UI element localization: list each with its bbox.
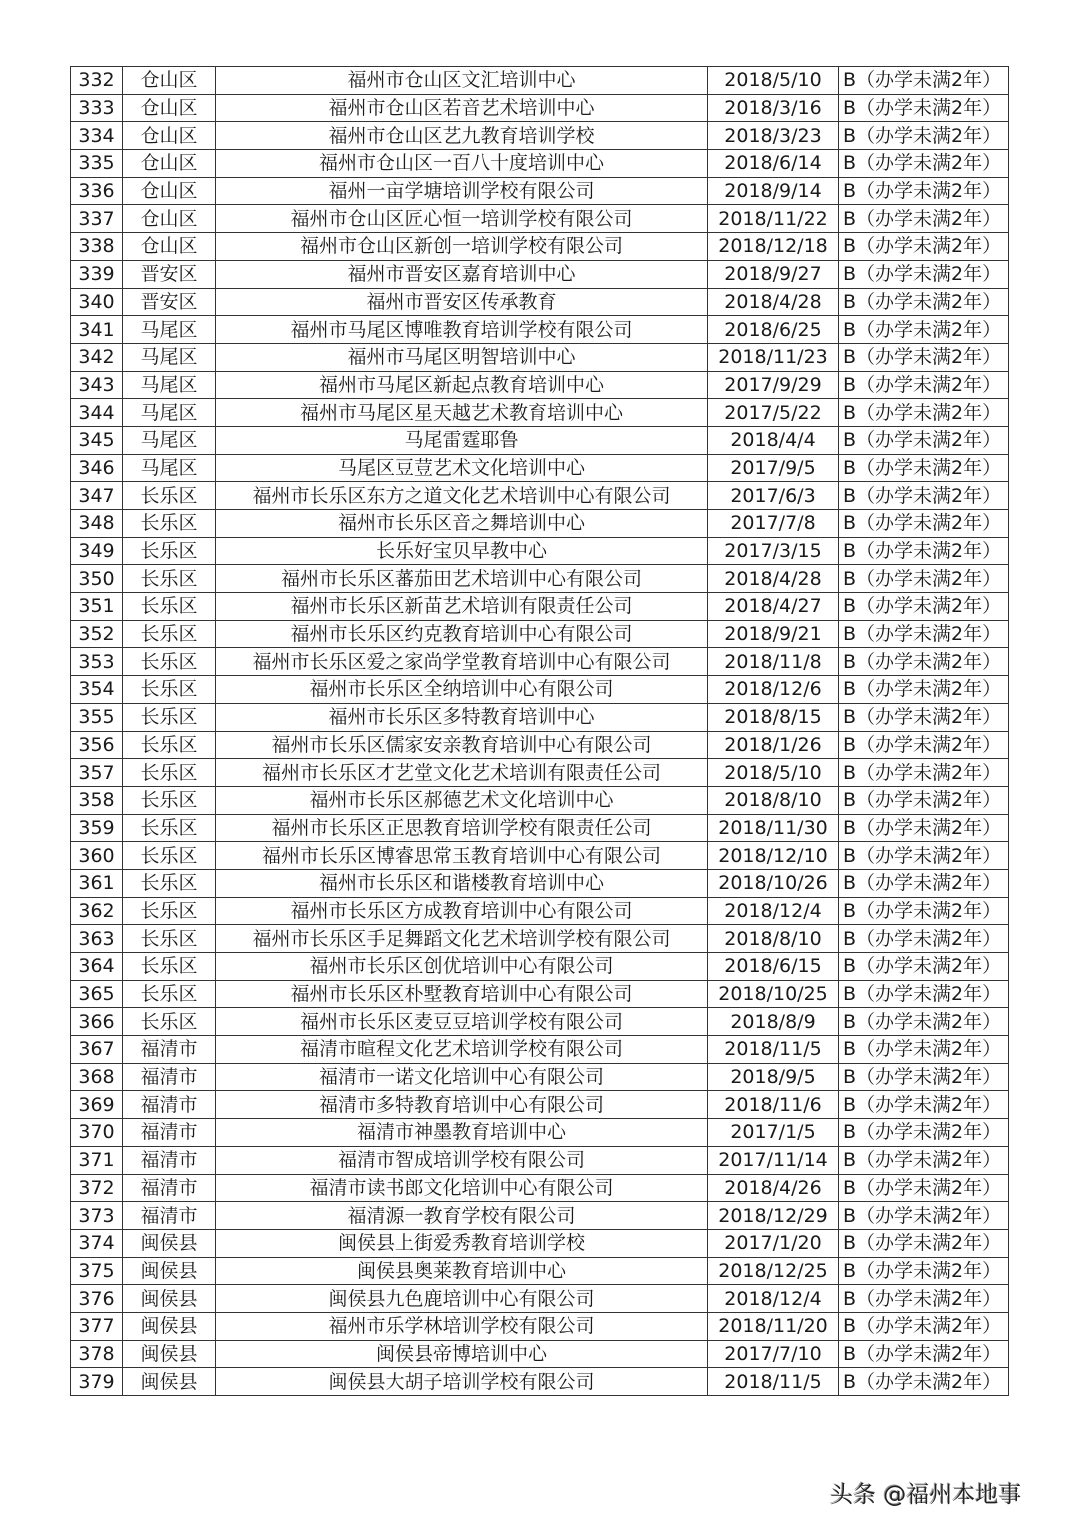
- row-number-cell: 343: [71, 371, 123, 399]
- institution-name-cell: 福清市多特教育培训中心有限公司: [216, 1091, 708, 1119]
- institution-name-cell: 福州市长乐区创优培训中心有限公司: [216, 953, 708, 981]
- table-row: [71, 288, 1009, 316]
- row-number-cell: 375: [71, 1257, 123, 1285]
- approval-date-cell: 2017/6/3: [708, 482, 839, 510]
- grade-cell: B（办学未满2年）: [839, 482, 1009, 510]
- institution-name-cell: 马尾雷霆耶鲁: [216, 426, 708, 454]
- table-row: [71, 67, 1009, 95]
- approval-date-cell: 2018/8/10: [708, 925, 839, 953]
- table-row: [71, 1146, 1009, 1174]
- institution-name-cell: 福州一亩学塘培训学校有限公司: [216, 177, 708, 205]
- district-cell: 长乐区: [123, 648, 216, 676]
- institution-name-cell: 福州市仓山区匠心恒一培训学校有限公司: [216, 205, 708, 233]
- approval-date-cell: 2018/12/18: [708, 233, 839, 261]
- approval-date-cell: 2017/11/14: [708, 1146, 839, 1174]
- row-number-cell: 342: [71, 343, 123, 371]
- row-number-cell: 359: [71, 814, 123, 842]
- institution-name-cell: 福清源一教育学校有限公司: [216, 1202, 708, 1230]
- institution-name-cell: 福州市长乐区朴墅教育培训中心有限公司: [216, 980, 708, 1008]
- institution-name-cell: 福州市长乐区新苗艺术培训有限责任公司: [216, 593, 708, 621]
- institution-name-cell: 福州市长乐区方成教育培训中心有限公司: [216, 897, 708, 925]
- district-cell: 长乐区: [123, 897, 216, 925]
- district-cell: 长乐区: [123, 731, 216, 759]
- table-row: [71, 1340, 1009, 1368]
- row-number-cell: 337: [71, 205, 123, 233]
- approval-date-cell: 2018/10/26: [708, 869, 839, 897]
- grade-cell: B（办学未满2年）: [839, 1285, 1009, 1313]
- approval-date-cell: 2017/9/5: [708, 454, 839, 482]
- grade-cell: B（办学未满2年）: [839, 786, 1009, 814]
- row-number-cell: 336: [71, 177, 123, 205]
- row-number-cell: 370: [71, 1119, 123, 1147]
- table-row: [71, 1312, 1009, 1340]
- district-cell: 福清市: [123, 1146, 216, 1174]
- row-number-cell: 350: [71, 565, 123, 593]
- district-cell: 闽侯县: [123, 1285, 216, 1313]
- approval-date-cell: 2018/4/28: [708, 288, 839, 316]
- district-cell: 长乐区: [123, 980, 216, 1008]
- institution-name-cell: 福州市仓山区若音艺术培训中心: [216, 94, 708, 122]
- approval-date-cell: 2018/11/22: [708, 205, 839, 233]
- table-row: [71, 371, 1009, 399]
- district-cell: 马尾区: [123, 371, 216, 399]
- institution-name-cell: 福清市神墨教育培训中心: [216, 1119, 708, 1147]
- district-cell: 马尾区: [123, 426, 216, 454]
- table-row: [71, 454, 1009, 482]
- grade-cell: B（办学未满2年）: [839, 537, 1009, 565]
- approval-date-cell: 2018/3/16: [708, 94, 839, 122]
- row-number-cell: 357: [71, 759, 123, 787]
- table-row: [71, 703, 1009, 731]
- table-row: [71, 1202, 1009, 1230]
- row-number-cell: 364: [71, 953, 123, 981]
- table-body: [71, 67, 1009, 1396]
- row-number-cell: 349: [71, 537, 123, 565]
- institution-name-cell: 福清市一诺文化培训中心有限公司: [216, 1063, 708, 1091]
- grade-cell: B（办学未满2年）: [839, 731, 1009, 759]
- district-cell: 闽侯县: [123, 1340, 216, 1368]
- table-row: [71, 1036, 1009, 1064]
- grade-cell: B（办学未满2年）: [839, 510, 1009, 538]
- district-cell: 长乐区: [123, 593, 216, 621]
- district-cell: 仓山区: [123, 67, 216, 95]
- row-number-cell: 339: [71, 260, 123, 288]
- table-row: [71, 648, 1009, 676]
- table-row: [71, 1091, 1009, 1119]
- grade-cell: B（办学未满2年）: [839, 205, 1009, 233]
- district-cell: 闽侯县: [123, 1229, 216, 1257]
- table-row: [71, 731, 1009, 759]
- row-number-cell: 338: [71, 233, 123, 261]
- row-number-cell: 335: [71, 150, 123, 178]
- grade-cell: B（办学未满2年）: [839, 316, 1009, 344]
- grade-cell: B（办学未满2年）: [839, 897, 1009, 925]
- grade-cell: B（办学未满2年）: [839, 260, 1009, 288]
- approval-date-cell: 2018/6/25: [708, 316, 839, 344]
- approval-date-cell: 2017/7/10: [708, 1340, 839, 1368]
- row-number-cell: 348: [71, 510, 123, 538]
- grade-cell: B（办学未满2年）: [839, 343, 1009, 371]
- grade-cell: B（办学未满2年）: [839, 676, 1009, 704]
- institution-name-cell: 福州市长乐区博睿思常玉教育培训中心有限公司: [216, 842, 708, 870]
- grade-cell: B（办学未满2年）: [839, 1091, 1009, 1119]
- district-cell: 长乐区: [123, 565, 216, 593]
- table-row: [71, 842, 1009, 870]
- district-cell: 长乐区: [123, 786, 216, 814]
- approval-date-cell: 2018/11/5: [708, 1036, 839, 1064]
- approval-date-cell: 2018/8/15: [708, 703, 839, 731]
- institution-name-cell: 福州市长乐区全纳培训中心有限公司: [216, 676, 708, 704]
- institution-name-cell: 福州市马尾区新起点教育培训中心: [216, 371, 708, 399]
- institution-name-cell: 福州市仓山区艺九教育培训学校: [216, 122, 708, 150]
- row-number-cell: 379: [71, 1368, 123, 1396]
- approval-date-cell: 2017/9/29: [708, 371, 839, 399]
- grade-cell: B（办学未满2年）: [839, 67, 1009, 95]
- approval-date-cell: 2018/11/23: [708, 343, 839, 371]
- approval-date-cell: 2018/9/27: [708, 260, 839, 288]
- institution-name-cell: 福州市长乐区才艺堂文化艺术培训有限责任公司: [216, 759, 708, 787]
- table-row: [71, 316, 1009, 344]
- table-row: [71, 122, 1009, 150]
- row-number-cell: 365: [71, 980, 123, 1008]
- grade-cell: B（办学未满2年）: [839, 1119, 1009, 1147]
- district-cell: 长乐区: [123, 953, 216, 981]
- approval-date-cell: 2018/4/26: [708, 1174, 839, 1202]
- institution-name-cell: 闽侯县大胡子培训学校有限公司: [216, 1368, 708, 1396]
- row-number-cell: 362: [71, 897, 123, 925]
- row-number-cell: 345: [71, 426, 123, 454]
- row-number-cell: 363: [71, 925, 123, 953]
- grade-cell: B（办学未满2年）: [839, 593, 1009, 621]
- table-row: [71, 565, 1009, 593]
- approval-date-cell: 2018/4/27: [708, 593, 839, 621]
- institution-name-cell: 福清市暄程文化艺术培训学校有限公司: [216, 1036, 708, 1064]
- row-number-cell: 371: [71, 1146, 123, 1174]
- table-row: [71, 205, 1009, 233]
- district-cell: 长乐区: [123, 1008, 216, 1036]
- table-row: [71, 759, 1009, 787]
- row-number-cell: 374: [71, 1229, 123, 1257]
- grade-cell: B（办学未满2年）: [839, 233, 1009, 261]
- approval-date-cell: 2018/12/4: [708, 1285, 839, 1313]
- row-number-cell: 351: [71, 593, 123, 621]
- institution-name-cell: 马尾区豆荳艺术文化培训中心: [216, 454, 708, 482]
- approval-date-cell: 2018/9/5: [708, 1063, 839, 1091]
- table-row: [71, 1229, 1009, 1257]
- grade-cell: B（办学未满2年）: [839, 177, 1009, 205]
- watermark: 头条 @福州本地事: [830, 1482, 1022, 1508]
- institution-name-cell: 福州市马尾区明智培训中心: [216, 343, 708, 371]
- institution-name-cell: 福州市长乐区音之舞培训中心: [216, 510, 708, 538]
- row-number-cell: 347: [71, 482, 123, 510]
- row-number-cell: 378: [71, 1340, 123, 1368]
- approval-date-cell: 2018/11/8: [708, 648, 839, 676]
- grade-cell: B（办学未满2年）: [839, 399, 1009, 427]
- table-row: [71, 482, 1009, 510]
- grade-cell: B（办学未满2年）: [839, 1036, 1009, 1064]
- approval-date-cell: 2017/5/22: [708, 399, 839, 427]
- institution-name-cell: 福州市长乐区和谐楼教育培训中心: [216, 869, 708, 897]
- approval-date-cell: 2018/10/25: [708, 980, 839, 1008]
- row-number-cell: 341: [71, 316, 123, 344]
- table-row: [71, 399, 1009, 427]
- district-cell: 晋安区: [123, 288, 216, 316]
- district-cell: 福清市: [123, 1119, 216, 1147]
- table-row: [71, 869, 1009, 897]
- row-number-cell: 340: [71, 288, 123, 316]
- grade-cell: B（办学未满2年）: [839, 565, 1009, 593]
- table-row: [71, 1063, 1009, 1091]
- institution-name-cell: 福州市仓山区新创一培训学校有限公司: [216, 233, 708, 261]
- table-row: [71, 1285, 1009, 1313]
- table-row: [71, 537, 1009, 565]
- district-cell: 长乐区: [123, 925, 216, 953]
- district-cell: 福清市: [123, 1174, 216, 1202]
- district-cell: 仓山区: [123, 122, 216, 150]
- grade-cell: B（办学未满2年）: [839, 454, 1009, 482]
- table-row: [71, 676, 1009, 704]
- district-cell: 长乐区: [123, 759, 216, 787]
- row-number-cell: 373: [71, 1202, 123, 1230]
- district-cell: 长乐区: [123, 620, 216, 648]
- approval-date-cell: 2018/1/26: [708, 731, 839, 759]
- institution-name-cell: 闽侯县奥莱教育培训中心: [216, 1257, 708, 1285]
- table-row: [71, 426, 1009, 454]
- institution-name-cell: 福州市仓山区文汇培训中心: [216, 67, 708, 95]
- district-cell: 长乐区: [123, 703, 216, 731]
- grade-cell: B（办学未满2年）: [839, 94, 1009, 122]
- row-number-cell: 360: [71, 842, 123, 870]
- row-number-cell: 356: [71, 731, 123, 759]
- grade-cell: B（办学未满2年）: [839, 648, 1009, 676]
- row-number-cell: 354: [71, 676, 123, 704]
- institution-name-cell: 福州市马尾区博唯教育培训学校有限公司: [216, 316, 708, 344]
- approval-date-cell: 2018/11/30: [708, 814, 839, 842]
- institution-name-cell: 福清市读书郎文化培训中心有限公司: [216, 1174, 708, 1202]
- table-row: [71, 1008, 1009, 1036]
- row-number-cell: 377: [71, 1312, 123, 1340]
- table-row: [71, 1368, 1009, 1396]
- approval-date-cell: 2017/7/8: [708, 510, 839, 538]
- district-cell: 仓山区: [123, 205, 216, 233]
- grade-cell: B（办学未满2年）: [839, 1202, 1009, 1230]
- district-cell: 福清市: [123, 1202, 216, 1230]
- row-number-cell: 369: [71, 1091, 123, 1119]
- district-cell: 马尾区: [123, 343, 216, 371]
- grade-cell: B（办学未满2年）: [839, 1368, 1009, 1396]
- approval-date-cell: 2018/6/15: [708, 953, 839, 981]
- approval-date-cell: 2017/1/20: [708, 1229, 839, 1257]
- approval-date-cell: 2018/9/21: [708, 620, 839, 648]
- grade-cell: B（办学未满2年）: [839, 288, 1009, 316]
- approval-date-cell: 2018/11/5: [708, 1368, 839, 1396]
- district-cell: 福清市: [123, 1091, 216, 1119]
- institution-name-cell: 福州市晋安区嘉育培训中心: [216, 260, 708, 288]
- table-row: [71, 233, 1009, 261]
- institution-name-cell: 福州市长乐区正思教育培训学校有限责任公司: [216, 814, 708, 842]
- grade-cell: B（办学未满2年）: [839, 1340, 1009, 1368]
- grade-cell: B（办学未满2年）: [839, 1174, 1009, 1202]
- grade-cell: B（办学未满2年）: [839, 1229, 1009, 1257]
- district-cell: 长乐区: [123, 676, 216, 704]
- row-number-cell: 372: [71, 1174, 123, 1202]
- grade-cell: B（办学未满2年）: [839, 953, 1009, 981]
- grade-cell: B（办学未满2年）: [839, 703, 1009, 731]
- grade-cell: B（办学未满2年）: [839, 122, 1009, 150]
- district-cell: 马尾区: [123, 454, 216, 482]
- table-row: [71, 150, 1009, 178]
- district-cell: 闽侯县: [123, 1257, 216, 1285]
- approval-date-cell: 2018/12/10: [708, 842, 839, 870]
- district-cell: 长乐区: [123, 510, 216, 538]
- district-cell: 仓山区: [123, 233, 216, 261]
- approval-date-cell: 2018/12/6: [708, 676, 839, 704]
- institution-name-cell: 福州市长乐区多特教育培训中心: [216, 703, 708, 731]
- institution-name-cell: 福州市长乐区麦豆豆培训学校有限公司: [216, 1008, 708, 1036]
- approval-date-cell: 2018/12/4: [708, 897, 839, 925]
- table-row: [71, 593, 1009, 621]
- approval-date-cell: 2018/5/10: [708, 67, 839, 95]
- district-cell: 晋安区: [123, 260, 216, 288]
- district-cell: 长乐区: [123, 869, 216, 897]
- district-cell: 福清市: [123, 1063, 216, 1091]
- institution-name-cell: 福州市长乐区东方之道文化艺术培训中心有限公司: [216, 482, 708, 510]
- institution-name-cell: 福州市晋安区传承教育: [216, 288, 708, 316]
- row-number-cell: 332: [71, 67, 123, 95]
- grade-cell: B（办学未满2年）: [839, 869, 1009, 897]
- approval-date-cell: 2018/11/20: [708, 1312, 839, 1340]
- approval-date-cell: 2018/3/23: [708, 122, 839, 150]
- grade-cell: B（办学未满2年）: [839, 150, 1009, 178]
- row-number-cell: 367: [71, 1036, 123, 1064]
- table-row: [71, 897, 1009, 925]
- row-number-cell: 368: [71, 1063, 123, 1091]
- district-cell: 闽侯县: [123, 1368, 216, 1396]
- grade-cell: B（办学未满2年）: [839, 426, 1009, 454]
- table-row: [71, 980, 1009, 1008]
- grade-cell: B（办学未满2年）: [839, 759, 1009, 787]
- institution-table: [70, 66, 1009, 1396]
- row-number-cell: 334: [71, 122, 123, 150]
- district-cell: 仓山区: [123, 177, 216, 205]
- table-row: [71, 94, 1009, 122]
- approval-date-cell: 2018/9/14: [708, 177, 839, 205]
- approval-date-cell: 2018/12/25: [708, 1257, 839, 1285]
- row-number-cell: 376: [71, 1285, 123, 1313]
- institution-name-cell: 福州市长乐区手足舞蹈文化艺术培训学校有限公司: [216, 925, 708, 953]
- approval-date-cell: 2017/3/15: [708, 537, 839, 565]
- institution-name-cell: 福州市马尾区星天越艺术教育培训中心: [216, 399, 708, 427]
- row-number-cell: 352: [71, 620, 123, 648]
- table-row: [71, 510, 1009, 538]
- approval-date-cell: 2018/11/6: [708, 1091, 839, 1119]
- institution-name-cell: 福州市仓山区一百八十度培训中心: [216, 150, 708, 178]
- table-row: [71, 1174, 1009, 1202]
- grade-cell: B（办学未满2年）: [839, 371, 1009, 399]
- approval-date-cell: 2018/8/9: [708, 1008, 839, 1036]
- row-number-cell: 333: [71, 94, 123, 122]
- institution-name-cell: 福州市长乐区儒家安亲教育培训中心有限公司: [216, 731, 708, 759]
- row-number-cell: 344: [71, 399, 123, 427]
- approval-date-cell: 2018/12/29: [708, 1202, 839, 1230]
- institution-name-cell: 福清市智成培训学校有限公司: [216, 1146, 708, 1174]
- table-row: [71, 953, 1009, 981]
- approval-date-cell: 2018/4/4: [708, 426, 839, 454]
- district-cell: 福清市: [123, 1036, 216, 1064]
- row-number-cell: 355: [71, 703, 123, 731]
- table-row: [71, 1119, 1009, 1147]
- institution-name-cell: 福州市乐学林培训学校有限公司: [216, 1312, 708, 1340]
- institution-name-cell: 闽侯县上街爱秀教育培训学校: [216, 1229, 708, 1257]
- district-cell: 马尾区: [123, 399, 216, 427]
- district-cell: 马尾区: [123, 316, 216, 344]
- district-cell: 长乐区: [123, 814, 216, 842]
- row-number-cell: 361: [71, 869, 123, 897]
- grade-cell: B（办学未满2年）: [839, 1146, 1009, 1174]
- table-row: [71, 786, 1009, 814]
- table-row: [71, 260, 1009, 288]
- institution-name-cell: 闽侯县帝博培训中心: [216, 1340, 708, 1368]
- row-number-cell: 366: [71, 1008, 123, 1036]
- table-row: [71, 620, 1009, 648]
- row-number-cell: 346: [71, 454, 123, 482]
- approval-date-cell: 2018/6/14: [708, 150, 839, 178]
- table-row: [71, 343, 1009, 371]
- institution-name-cell: 福州市长乐区郝德艺术文化培训中心: [216, 786, 708, 814]
- institution-name-cell: 长乐好宝贝早教中心: [216, 537, 708, 565]
- district-cell: 长乐区: [123, 482, 216, 510]
- grade-cell: B（办学未满2年）: [839, 980, 1009, 1008]
- district-cell: 仓山区: [123, 150, 216, 178]
- approval-date-cell: 2018/5/10: [708, 759, 839, 787]
- grade-cell: B（办学未满2年）: [839, 1063, 1009, 1091]
- approval-date-cell: 2017/1/5: [708, 1119, 839, 1147]
- institution-name-cell: 闽侯县九色鹿培训中心有限公司: [216, 1285, 708, 1313]
- district-cell: 仓山区: [123, 94, 216, 122]
- row-number-cell: 353: [71, 648, 123, 676]
- grade-cell: B（办学未满2年）: [839, 814, 1009, 842]
- table-row: [71, 925, 1009, 953]
- grade-cell: B（办学未满2年）: [839, 1312, 1009, 1340]
- grade-cell: B（办学未满2年）: [839, 925, 1009, 953]
- district-cell: 长乐区: [123, 842, 216, 870]
- district-cell: 长乐区: [123, 537, 216, 565]
- district-cell: 闽侯县: [123, 1312, 216, 1340]
- approval-date-cell: 2018/4/28: [708, 565, 839, 593]
- table-row: [71, 1257, 1009, 1285]
- institution-name-cell: 福州市长乐区蕃茄田艺术培训中心有限公司: [216, 565, 708, 593]
- table-row: [71, 814, 1009, 842]
- row-number-cell: 358: [71, 786, 123, 814]
- grade-cell: B（办学未满2年）: [839, 1257, 1009, 1285]
- grade-cell: B（办学未满2年）: [839, 842, 1009, 870]
- grade-cell: B（办学未满2年）: [839, 620, 1009, 648]
- institution-name-cell: 福州市长乐区约克教育培训中心有限公司: [216, 620, 708, 648]
- grade-cell: B（办学未满2年）: [839, 1008, 1009, 1036]
- institution-name-cell: 福州市长乐区爱之家尚学堂教育培训中心有限公司: [216, 648, 708, 676]
- approval-date-cell: 2018/8/10: [708, 786, 839, 814]
- table-row: [71, 177, 1009, 205]
